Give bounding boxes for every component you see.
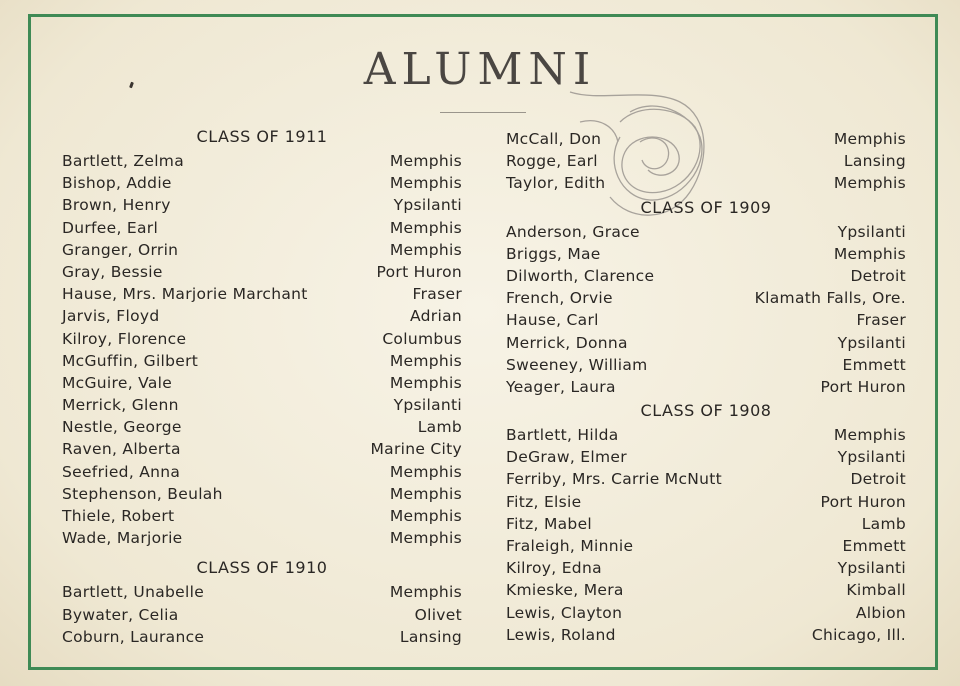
alumni-name: Wade, Marjorie [62, 529, 183, 548]
alumni-name: French, Orvie [506, 289, 613, 308]
alumni-place: Emmett [842, 537, 906, 555]
class-section-1908 [506, 398, 906, 646]
alumni-place: Ypsilanti [837, 448, 906, 467]
alumni-name: Taylor, Edith [506, 174, 606, 193]
title-underline [440, 112, 526, 113]
alumni-row [62, 483, 462, 505]
class-heading: CLASS OF 1911 [196, 127, 328, 146]
alumni-row [62, 461, 462, 483]
alumni-row [62, 305, 462, 327]
alumni-name: McGuire, Vale [62, 373, 173, 392]
alumni-name: Brown, Henry [62, 196, 171, 215]
alumni-place: Emmett [842, 355, 906, 374]
alumni-place: Ypsilanti [837, 222, 906, 241]
alumni-name: Bywater, Celia [62, 605, 179, 624]
alumni-row [62, 172, 462, 194]
alumni-name: Lewis, Roland [506, 625, 616, 644]
alumni-row [62, 527, 462, 549]
class-section-1910-continued [506, 128, 906, 195]
alumni-name: Fitz, Elsie [506, 492, 582, 511]
alumni-row [62, 626, 462, 648]
alumni-name: Briggs, Mae [506, 244, 601, 263]
alumni-row [62, 217, 462, 239]
alumni-name: McGuffin, Gilbert [62, 351, 199, 370]
alumni-row [62, 581, 462, 603]
alumni-row [506, 579, 906, 601]
alumni-place: Ypsilanti [837, 333, 906, 352]
alumni-row [62, 194, 462, 216]
alumni-name: Granger, Orrin [62, 240, 179, 259]
alumni-name: Sweeney, William [506, 355, 648, 374]
alumni-row [62, 350, 462, 372]
alumni-name: Hause, Mrs. Marjorie Marchant [62, 285, 308, 304]
alumni-name: Dilworth, Clarence [506, 266, 655, 285]
alumni-row [506, 468, 906, 490]
alumni-place: Klamath Falls, Ore. [754, 289, 906, 308]
class-section-1909 [506, 195, 906, 399]
alumni-row [506, 265, 906, 287]
alumni-row [506, 332, 906, 354]
alumni-row [506, 150, 906, 172]
alumni-place: Albion [855, 603, 906, 622]
alumni-place: Memphis [833, 174, 906, 193]
alumni-row [62, 416, 462, 438]
alumni-name: Ferriby, Mrs. Carrie McNutt [506, 470, 723, 489]
alumni-name: Gray, Bessie [62, 262, 163, 281]
alumni-place: Adrian [410, 307, 462, 326]
alumni-row [62, 328, 462, 350]
alumni-row [506, 221, 906, 243]
alumni-place: Ypsilanti [393, 196, 462, 215]
alumni-place: Memphis [833, 130, 906, 148]
alumni-row [506, 424, 906, 446]
alumni-row [506, 602, 906, 624]
alumni-place: Memphis [389, 240, 462, 259]
alumni-place: Port Huron [820, 492, 906, 511]
alumni-place: Memphis [389, 373, 462, 392]
alumni-place: Memphis [389, 583, 462, 602]
alumni-row [62, 372, 462, 394]
alumni-row [62, 239, 462, 261]
alumni-name: Stephenson, Beulah [62, 484, 223, 503]
alumni-place: Fraser [856, 311, 906, 330]
alumni-row [506, 624, 906, 646]
alumni-place: Lansing [843, 152, 906, 171]
alumni-place: Memphis [389, 484, 462, 503]
alumni-place: Memphis [389, 152, 462, 170]
alumni-row [506, 309, 906, 331]
alumni-name: Yeager, Laura [506, 377, 616, 396]
alumni-row [506, 535, 906, 557]
alumni-place: Memphis [833, 426, 906, 445]
alumni-place: Detroit [850, 470, 906, 489]
alumni-place: Detroit [850, 266, 906, 285]
alumni-name: Bishop, Addie [62, 174, 172, 193]
page-title: ALUMNI [363, 44, 597, 95]
alumni-row [62, 283, 462, 305]
alumni-row [506, 513, 906, 535]
alumni-place: Chicago, Ill. [811, 625, 906, 644]
alumni-name: Thiele, Robert [62, 507, 175, 525]
alumni-name: Anderson, Grace [506, 222, 640, 241]
alumni-row [62, 604, 462, 626]
alumni-row [62, 505, 462, 527]
alumni-name: Durfee, Earl [62, 218, 159, 237]
alumni-name: Fraleigh, Minnie [506, 537, 634, 555]
alumni-name: Bartlett, Zelma [62, 152, 184, 170]
alumni-place: Kimball [846, 581, 906, 600]
alumni-name: Hause, Carl [506, 311, 599, 330]
class-section-1910 [62, 555, 462, 648]
alumni-name: Bartlett, Hilda [506, 426, 619, 445]
alumni-name: Merrick, Donna [506, 333, 628, 352]
left-column [62, 124, 462, 648]
alumni-name: McCall, Don [506, 130, 602, 148]
class-heading: CLASS OF 1908 [640, 401, 772, 421]
class-heading: CLASS OF 1909 [640, 197, 772, 217]
alumni-name: Lewis, Clayton [506, 603, 623, 622]
class-heading: CLASS OF 1910 [196, 558, 328, 578]
alumni-row [62, 150, 462, 172]
alumni-place: Columbus [382, 329, 462, 348]
alumni-place: Memphis [389, 351, 462, 370]
alumni-place: Memphis [389, 529, 462, 548]
right-column [506, 124, 906, 646]
alumni-name: Kilroy, Edna [506, 559, 602, 578]
alumni-row [506, 376, 906, 398]
alumni-name: Kilroy, Florence [62, 329, 187, 348]
alumni-place: Lansing [399, 627, 462, 646]
alumni-place: Memphis [389, 218, 462, 237]
alumni-name: Kmieske, Mera [506, 581, 624, 600]
alumni-place: Lamb [861, 514, 906, 533]
alumni-place: Port Huron [376, 262, 462, 281]
alumni-place: Memphis [389, 174, 462, 193]
alumni-row [506, 491, 906, 513]
alumni-row [62, 261, 462, 283]
alumni-place: Marine City [370, 440, 462, 459]
alumni-place: Memphis [389, 507, 462, 525]
alumni-name: Merrick, Glenn [62, 396, 179, 415]
class-section-1911 [62, 124, 462, 549]
alumni-place: Memphis [389, 462, 462, 481]
alumni-name: Fitz, Mabel [506, 514, 593, 533]
alumni-row [506, 446, 906, 468]
alumni-place: Port Huron [820, 377, 906, 396]
alumni-row [506, 243, 906, 265]
alumni-name: Rogge, Earl [506, 152, 598, 171]
alumni-name: Seefried, Anna [62, 462, 181, 481]
alumni-row [506, 354, 906, 376]
alumni-place: Olivet [414, 605, 462, 624]
alumni-name: Raven, Alberta [62, 440, 181, 459]
alumni-place: Lamb [417, 418, 462, 437]
alumni-row [506, 557, 906, 579]
alumni-row [62, 438, 462, 460]
alumni-name: Nestle, George [62, 418, 182, 437]
alumni-place: Memphis [833, 244, 906, 263]
alumni-row [506, 128, 906, 150]
alumni-name: Coburn, Laurance [62, 627, 205, 646]
alumni-row [62, 394, 462, 416]
alumni-name: Jarvis, Floyd [62, 307, 160, 326]
alumni-place: Ypsilanti [393, 396, 462, 415]
alumni-name: DeGraw, Elmer [506, 448, 627, 467]
alumni-place: Fraser [412, 285, 462, 304]
alumni-row [506, 287, 906, 309]
alumni-place: Ypsilanti [837, 559, 906, 578]
alumni-name: Bartlett, Unabelle [62, 583, 205, 602]
alumni-row [506, 172, 906, 194]
